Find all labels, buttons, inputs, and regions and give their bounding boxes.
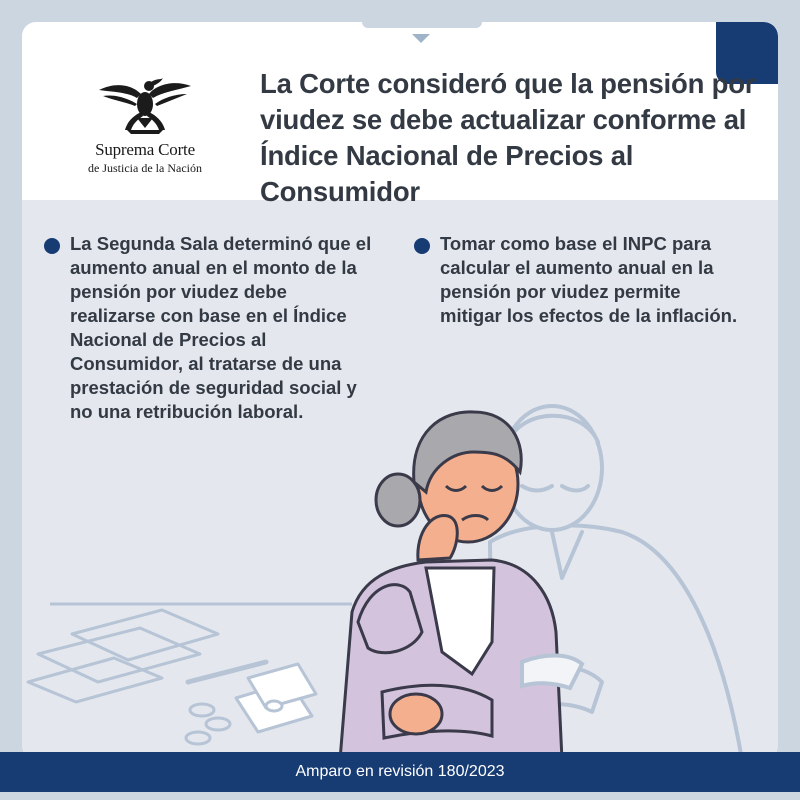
footer-bar [0, 752, 800, 792]
bullet-text-1: La Segunda Sala determinó que el aumento anual en el monto de la pensión por viudez debe realizarse con base en el Índice Nacional de Precios al Consumidor, al tratarse de una prestación de seguridad social y no una retribución laboral. [70, 233, 372, 422]
bullet-text-2: Tomar como base el INPC para calcular el aumento anual en la pensión por viudez permite mitigar los efectos de la inflación. [440, 233, 738, 326]
logo-name-line1: Suprema Corte [95, 140, 195, 159]
chevron-down-icon [412, 34, 430, 43]
grieving-widow-illustration [22, 382, 778, 760]
coins-icon [186, 704, 230, 744]
page-title: La Corte consideró que la pensión por viudez se debe actualizar conforme al Índice Nacional de Precios al Consumidor [260, 68, 756, 207]
banknotes-icon [236, 664, 316, 732]
bullet-dot-icon [414, 238, 430, 254]
court-logo [80, 72, 210, 192]
infographic-card [22, 22, 778, 760]
header-panel [22, 22, 778, 207]
eagle-coat-of-arms-icon [97, 72, 193, 136]
top-notch [362, 22, 482, 28]
case-reference: Amparo en revisión 180/2023 [295, 763, 505, 780]
bullet-dot-icon [44, 238, 60, 254]
papers-icon [28, 610, 218, 702]
bullet-point-2 [414, 232, 744, 328]
logo-name-line2: de Justicia de la Nación [88, 161, 202, 175]
